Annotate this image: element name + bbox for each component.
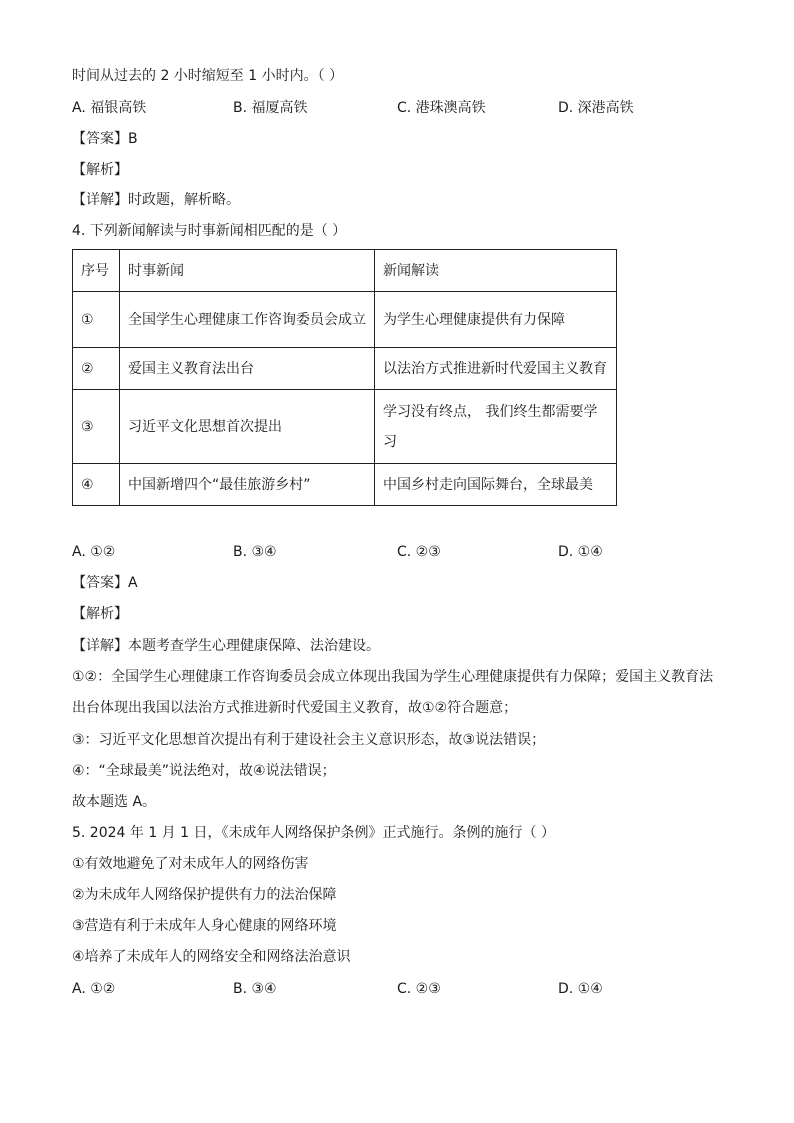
q4-answer: 【答案】A	[72, 575, 138, 591]
row-index: ④	[73, 464, 120, 506]
q4-detail-line: 故本题选 A。	[72, 794, 157, 810]
row-index: ②	[73, 348, 120, 390]
q5-item: ②为未成年人网络保护提供有力的法治保障	[72, 887, 337, 903]
q5-stem: 5. 2024 年 1 月 1 日，《未成年人网络保护条例》正式施行。条例的施行（ ）	[72, 825, 555, 841]
table-row	[73, 390, 617, 464]
header-index: 序号	[73, 250, 120, 292]
q4-detail-line: ③：习近平文化思想首次提出有利于建设社会主义意识形态，故③说法错误；	[72, 732, 546, 748]
row-interpretation: 中国乡村走向国际舞台，全球最美	[375, 464, 617, 506]
q3-detail: 【详解】时政题，解析略。	[72, 192, 240, 208]
q4-option-a: A. ①②	[72, 544, 116, 560]
q4-detail-line: ④：“全球最美”说法绝对，故④说法错误；	[72, 763, 336, 779]
row-index: ③	[73, 390, 120, 464]
q3-analysis-heading: 【解析】	[72, 162, 128, 178]
q3-option-c: C. 港珠澳高铁	[397, 100, 486, 116]
q4-option-d: D. ①④	[558, 544, 603, 560]
q5-option-d: D. ①④	[558, 981, 603, 997]
q4-detail-line: ①②：全国学生心理健康工作咨询委员会成立体现出我国为学生心理健康提供有力保障；爱国主义教育法	[72, 669, 714, 685]
q4-option-b: B. ③④	[233, 544, 277, 560]
row-news: 全国学生心理健康工作咨询委员会成立	[120, 292, 375, 348]
q4-analysis-heading: 【解析】	[72, 606, 128, 622]
q5-item: ③营造有利于未成年人身心健康的网络环境	[72, 918, 337, 934]
row-index: ①	[73, 292, 120, 348]
q3-option-a: A. 福银高铁	[72, 100, 147, 116]
row-news: 爱国主义教育法出台	[120, 348, 375, 390]
table-row	[73, 292, 617, 348]
row-interpretation: 学习没有终点， 我们终生都需要学习	[375, 390, 617, 464]
q5-option-b: B. ③④	[233, 981, 277, 997]
q3-answer: 【答案】B	[72, 131, 138, 147]
news-table	[72, 249, 617, 506]
q5-option-a: A. ①②	[72, 981, 116, 997]
q3-stem-tail: 时间从过去的 2 小时缩短至 1 小时内。（ ）	[72, 68, 344, 84]
row-news: 习近平文化思想首次提出	[120, 390, 375, 464]
q5-option-c: C. ②③	[397, 981, 441, 997]
q3-option-b: B. 福厦高铁	[233, 100, 308, 116]
q4-option-c: C. ②③	[397, 544, 441, 560]
q3-option-d: D. 深港高铁	[558, 100, 634, 116]
q5-item: ①有效地避免了对未成年人的网络伤害	[72, 856, 309, 872]
table-header-row	[73, 250, 617, 292]
row-news: 中国新增四个“最佳旅游乡村”	[120, 464, 375, 506]
q4-detail-line: 出台体现出我国以法治方式推进新时代爱国主义教育，故①②符合题意；	[72, 700, 518, 716]
row-interpretation: 为学生心理健康提供有力保障	[375, 292, 617, 348]
q4-stem: 4. 下列新闻解读与时事新闻相匹配的是（ ）	[72, 223, 347, 239]
row-interpretation: 以法治方式推进新时代爱国主义教育	[375, 348, 617, 390]
q5-item: ④培养了未成年人的网络安全和网络法治意识	[72, 949, 351, 965]
header-news: 时事新闻	[120, 250, 375, 292]
table-row	[73, 348, 617, 390]
table-row	[73, 464, 617, 506]
header-interpretation: 新闻解读	[375, 250, 617, 292]
q4-detail-line: 【详解】本题考查学生心理健康保障、法治建设。	[72, 638, 380, 654]
